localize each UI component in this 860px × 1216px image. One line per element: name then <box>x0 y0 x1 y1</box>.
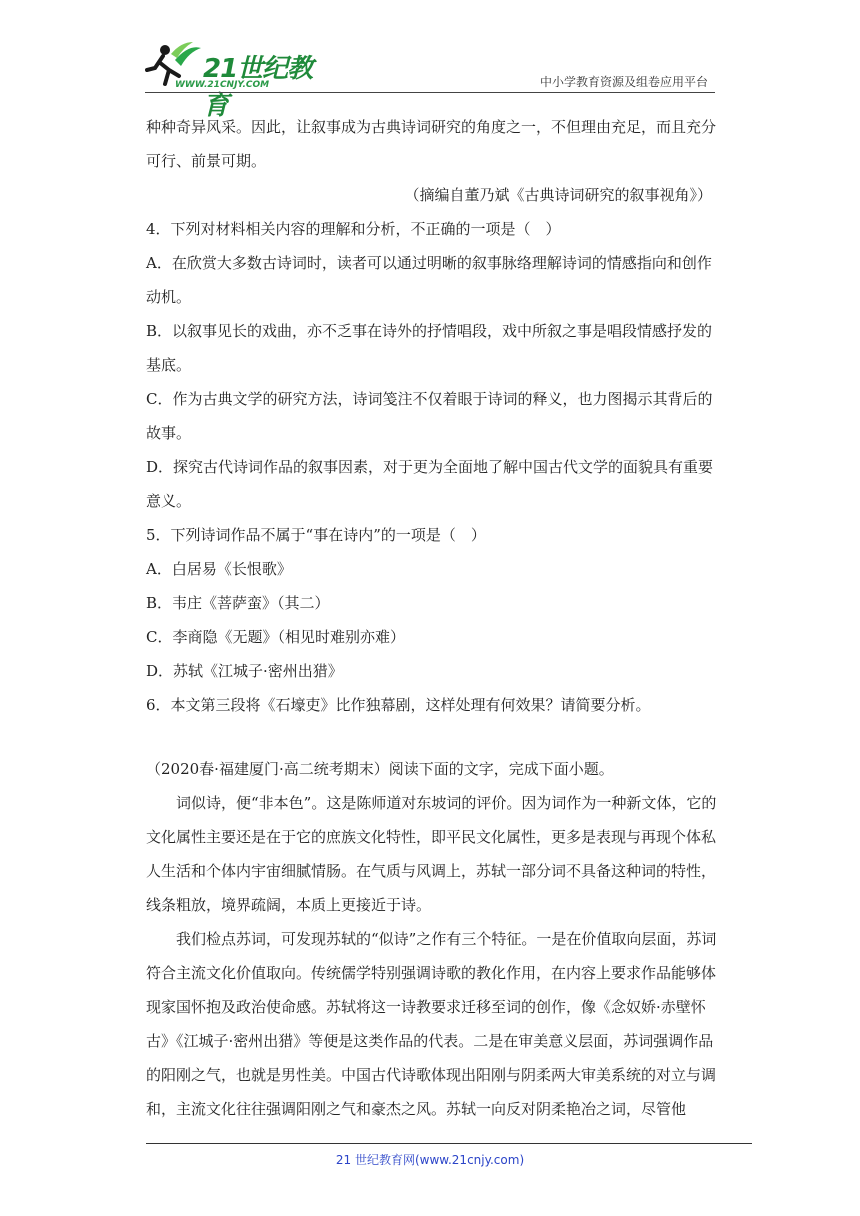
logo-text: 21世纪教育 <box>203 54 313 121</box>
question-4-stem: 4．下列对材料相关内容的理解和分析，不正确的一项是（ ） <box>146 220 561 238</box>
passage-line: 种种奇异风采。因此，让叙事成为古典诗词研究的角度之一，不但理由充足，而且充分 <box>146 118 717 136</box>
passage-paragraph-2: 我们检点苏词，可发现苏轼的“似诗”之作有三个特征。一是在价值取向层面，苏词符合主流文化价值取向。传统儒学特别强调诗歌的教化作用，在内容上要求作品能够体现家国怀抱及政治使命感。苏轼将这一诗教要求迁移至词的创作，像《念奴娇·赤壁怀古》《江城子·密州出猎》等便是这类作品的代表。二是在审美意义层面，苏词强调作品的阳刚之气，也就是男性美。中国古代诗歌体现出阳刚与阴柔两大审美系统的对立与调和，主流文化往往强调阳刚之气和豪杰之风。苏轼一向反对阴柔艳冶之词，尽管他 <box>146 930 717 1118</box>
section-intro: （2020春·福建厦门·高二统考期末）阅读下面的文字，完成下面小题。 <box>146 760 614 778</box>
question-6-stem: 6．本文第三段将《石壕吏》比作独幕剧，这样处理有何效果？请简要分析。 <box>146 696 651 714</box>
site-logo[interactable] <box>145 40 315 121</box>
logo-url: WWW.21CNJY.COM <box>175 80 270 90</box>
question-4-option-d: D．探究古代诗词作品的叙事因素，对于更为全面地了解中国古代文学的面貌具有重要意义。 <box>146 458 714 510</box>
question-5-option-a: A．白居易《长恨歌》 <box>146 560 292 578</box>
section-gap <box>146 722 718 752</box>
question-5-option-d: D．苏轼《江城子·密州出猎》 <box>146 662 343 680</box>
document-body <box>146 110 718 1126</box>
footer-link[interactable]: 21 世纪教育网(www.21cnjy.com) <box>335 1153 525 1167</box>
question-5-option-c: C．李商隐《无题》（相见时难别亦难） <box>146 628 405 646</box>
footer-divider <box>146 1143 752 1144</box>
page-header <box>0 0 860 121</box>
platform-tagline: 中小学教育资源及组卷应用平台 <box>539 75 708 89</box>
passage-paragraph-1: 词似诗，便“非本色”。这是陈师道对东坡词的评价。因为词作为一种新文体，它的文化属性主要还是在于它的庶族文化特性，即平民文化属性，更多是表现与再现个体私人生活和个体内宇宙细腻情肠。在气质与风调上，苏轼一部分词不具备这种词的特性，线条粗放，境界疏阔，本质上更接近于诗。 <box>146 794 717 914</box>
header-divider <box>145 92 715 93</box>
question-4-option-c: C．作为古典文学的研究方法，诗词笺注不仅着眼于诗词的释义，也力图揭示其背后的故事。 <box>146 390 713 442</box>
question-5-option-b: B．韦庄《菩萨蛮》（其二） <box>146 594 330 612</box>
passage-line: 可行、前景可期。 <box>146 152 267 170</box>
question-5-stem: 5．下列诗词作品不属于“事在诗内”的一项是（ ） <box>146 526 486 544</box>
question-4-option-a: A．在欣赏大多数古诗词时，读者可以通过明晰的叙事脉络理解诗词的情感指向和创作动机。 <box>146 254 712 306</box>
question-4-option-b: B．以叙事见长的戏曲，亦不乏事在诗外的抒情唱段，戏中所叙之事是唱段情感抒发的基底。 <box>146 322 713 374</box>
passage-source: （摘编自董乃斌《古典诗词研究的叙事视角》） <box>404 186 712 204</box>
